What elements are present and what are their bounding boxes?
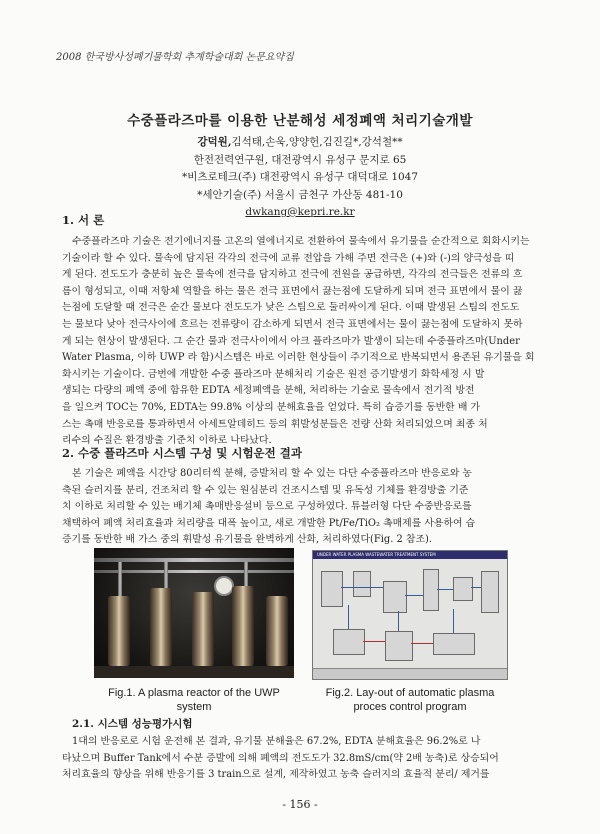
subsection-paragraph bbox=[62, 734, 554, 784]
text-line: 스는 촉매 반응로를 통과하면서 아세트알데히드 등의 휘발성분들은 전량 산화 처리되었으며 최종 처 bbox=[62, 418, 488, 430]
text-line: 타났으며 Buffer Tank에서 수분 증발에 의해 폐액의 전도도가 32.8mS/cm(약 2배 농축)로 상승되어 bbox=[62, 752, 499, 764]
caption-line: Fig.1. A plasma reactor of the UWP bbox=[108, 687, 280, 699]
text-line: 화시키는 기술이다. 금번에 개발한 수중 플라즈마 분해처리 기술은 원전 증기발생기 화학세정 시 발 bbox=[62, 368, 485, 380]
text-line: 리수의 수질은 환경방출 기준치 이하로 나타났다. bbox=[62, 435, 272, 447]
text-line: 생되는 다량의 폐액 중에 함유한 EDTA 세정폐액을 분해, 처리하는 기술로 물속에서 전기적 방전 bbox=[62, 385, 475, 397]
paper-title: 수중플라즈마를 이용한 난분해성 세정폐액 처리기술개발 bbox=[127, 113, 473, 129]
author-block bbox=[0, 134, 600, 222]
caption-line: system bbox=[176, 701, 212, 713]
caption-line: proces control program bbox=[353, 701, 467, 713]
text-line: 증기를 동반한 배 가스 중의 휘발성 유기물을 완벽하게 산화, 처리하였다(Fig. 2 참조). bbox=[62, 534, 432, 546]
intro-heading: 1. 서 론 bbox=[62, 213, 105, 227]
page-number: - 156 - bbox=[282, 798, 318, 811]
screen-title: UNDER WATER PLASMA WASTEWATER TREATMENT SYSTEM bbox=[317, 552, 436, 557]
lead-author: 강덕원, bbox=[197, 136, 232, 148]
text-line: 본 기술은 폐액을 시간당 80리터씩 분해, 증발처리 할 수 있는 다단 수중플라즈마 반응로와 농 bbox=[72, 468, 472, 479]
intro-paragraph bbox=[62, 234, 554, 450]
text-line: 치 이하로 처리할 수 있는 배기체 촉매반응설비 등으로 구성하였다. 튜블러형 다단 수중반응로를 bbox=[62, 501, 472, 513]
figure-1-caption bbox=[94, 686, 294, 714]
caption-line: Fig.2. Lay-out of automatic plasma bbox=[325, 687, 495, 699]
author-email: dwkang@kepri.re.kr bbox=[245, 206, 355, 218]
system-paragraph bbox=[62, 466, 554, 549]
text-line: Water Plasma, 이하 UWP 라 함)시스템은 바로 이러한 현상들이 주기적으로 반복되면서 용존된 유기물을 회 bbox=[62, 352, 535, 364]
text-line: 1대의 반응로로 시험 운전해 본 결과, 유기물 분해율은 67.2%, EDTA 분해효율은 96.2%로 나 bbox=[72, 736, 481, 747]
affiliation: 한전전력연구원, 대전광역시 유성구 문지로 65 bbox=[193, 153, 407, 166]
text-line: 수중플라즈마 기술은 전기에너지를 고온의 열에너지로 전환하여 물속에서 유기물을 순간적으로 회화시키는 bbox=[72, 236, 530, 247]
co-authors: 김석태,손욱,양양헌,김진길*,강석철** bbox=[231, 136, 403, 148]
subsection-heading: 2.1. 시스템 성능평가시험 bbox=[72, 718, 193, 730]
figure-2-screenshot bbox=[312, 550, 508, 680]
text-line: 게 된다. 전도도가 충분히 높은 물속에 전극을 담지하고 전극에 전원을 공급하면, 각각의 전극들은 전류의 흐 bbox=[62, 269, 523, 281]
text-line: 는 물보다 낮아 전극사이에 흐르는 전류량이 감소하게 되면서 전극 표면에서는 물이 끓는점에 도달하지 못하 bbox=[62, 318, 523, 330]
affiliation: *비츠로테크(주) 대전광역시 유성구 대덕대로 1047 bbox=[181, 171, 419, 183]
affiliation: *세안기술(주) 서울시 금천구 가산동 481-10 bbox=[197, 188, 403, 201]
text-line: 기술이라 할 수 있다. 물속에 담지된 각각의 전극에 교류 전압을 가해 주면 전극은 (+)와 (-)의 양극성을 띠 bbox=[62, 252, 515, 264]
figure-1-photo bbox=[94, 548, 294, 678]
text-line: 름이 형성되고, 이때 저항체 역할을 하는 물은 전극 표면에서 끓는점에 도달하게 되며 전극 표면에서 물이 끓 bbox=[62, 285, 523, 297]
author-line bbox=[0, 134, 600, 152]
text-line: 축된 슬러지를 분리, 건조처리 할 수 있는 원심분리 건조시스템 및 유독성 기체를 환경방출 기준 bbox=[62, 484, 469, 496]
text-line: 채택하여 폐액 처리효율과 처리량을 대폭 높이고, 새로 개발한 Pt/Fe/TiO₂ 촉매제를 사용하여 습 bbox=[62, 517, 476, 529]
text-line: 는점에 도달할 때 전극은 순간 물보다 전도도가 낮은 스팀으로 둘러싸이게 된다. 이때 발생된 스팀의 전도도 bbox=[62, 302, 520, 314]
text-line: 게 되는 현상이 발생된다. 그 순간 물과 전극사이에서 아크 플라즈마가 발생이 되는데 수중플라즈마(Under bbox=[62, 335, 520, 347]
text-line: 처리효율의 향상을 위해 반응기를 3 train으로 설계, 제작하였고 농축 슬러지의 효율적 분리/ 제거를 bbox=[62, 769, 490, 781]
text-line: 을 일으켜 TOC는 70%, EDTA는 99.8% 이상의 분해효율을 얻었다. 특히 습증기를 동반한 배 가 bbox=[62, 401, 481, 413]
running-header: 2008 한국방사성폐기물학회 추계학술대회 논문요약집 bbox=[56, 52, 294, 63]
system-heading: 2. 수중 플라즈마 시스템 구성 및 시험운전 결과 bbox=[62, 446, 302, 460]
figure-2-caption bbox=[300, 686, 520, 714]
screen-title-bar bbox=[313, 551, 507, 559]
